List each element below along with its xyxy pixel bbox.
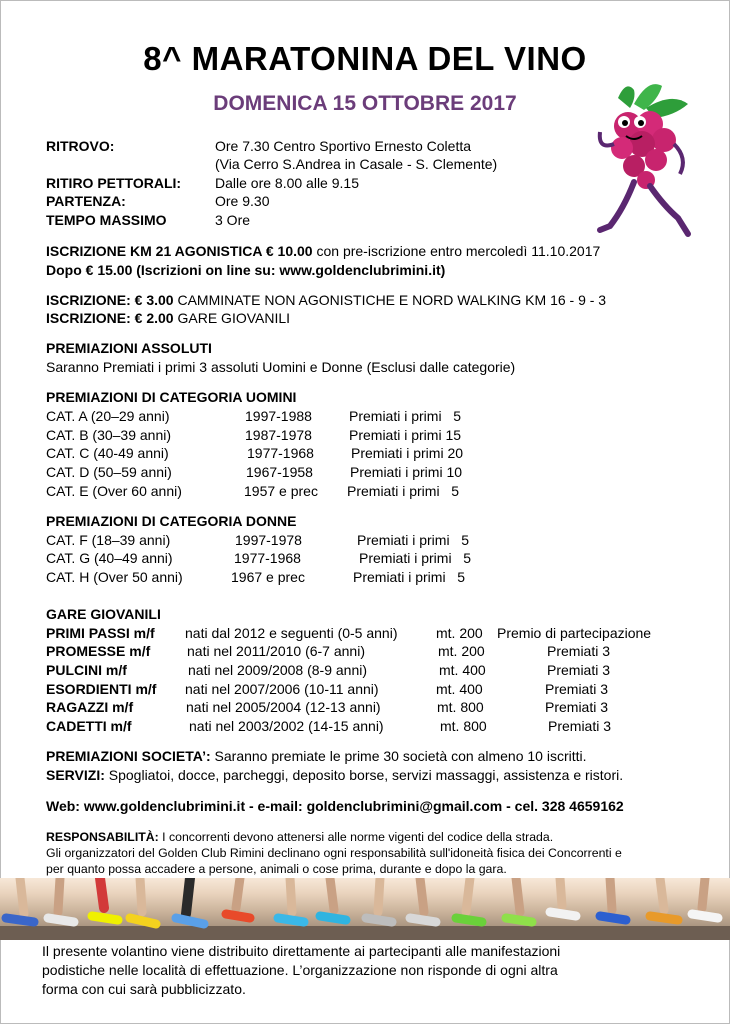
giovanili-born: nati dal 2012 e seguenti (0-5 anni) [185,625,398,641]
giovanili-prize: Premiati 3 [545,699,609,715]
info-value-ritrovo: Ore 7.30 Centro Sportivo Ernesto Coletta [215,138,472,154]
giovanili-dist: mt. 400 [436,681,483,697]
info-label-tempo: TEMPO MASSIMO [46,212,167,228]
giovanili-dist: mt. 200 [438,643,485,659]
uomini-years: 1977-1968 [247,445,314,461]
responsabilita-line2: Gli organizzatori del Golden Club Rimini declinano ogni responsabilità sull'idoneità fisica dei Concorrenti e [46,846,622,860]
donne-prize: Premiati i primi 5 [359,550,472,566]
donne-prize: Premiati i primi 5 [357,532,470,548]
donne-years: 1997-1978 [235,532,302,548]
uomini-prize: Premiati i primi 5 [349,408,462,424]
uomini-prize: Premiati i primi 10 [350,464,463,480]
giovanili-prize: Premiati 3 [548,718,612,734]
giovanili-prize: Premio di partecipazione [497,625,652,641]
responsabilita-line3: per quanto possa accadere a persone, animali o cose prima, durante e dopo la gara. [46,862,507,876]
uomini-heading: PREMIAZIONI DI CATEGORIA UOMINI [46,389,297,405]
donne-heading: PREMIAZIONI DI CATEGORIA DONNE [46,513,297,529]
contacts-line: Web: www.goldenclubrimini.it - e-mail: goldenclubrimini@gmail.com - cel. 328 4659162 [46,798,624,814]
giovanili-heading: GARE GIOVANILI [46,606,161,622]
giovanili-name: RAGAZZI m/f [46,699,134,715]
giovanili-born: nati nel 2009/2008 (8-9 anni) [188,662,368,678]
uomini-cat: CAT. B (30–39 anni) [46,427,172,443]
uomini-years: 1987-1978 [245,427,312,443]
giovanili-name: PRIMI PASSI m/f [46,625,155,641]
giovanili-name: PROMESSE m/f [46,643,151,659]
servizi: SERVIZI: Spogliatoi, docce, parcheggi, deposito borse, servizi massaggi, assistenza e ristori. [46,767,624,783]
giovanili-born: nati nel 2005/2004 (12-13 anni) [186,699,381,715]
event-date: DOMENICA 15 OTTOBRE 2017 [213,92,517,115]
info-label-ritrovo: RITROVO: [46,138,115,154]
donne-cat: CAT. H (Over 50 anni) [46,569,183,585]
info-value-tempo: 3 Ore [215,212,251,228]
donne-prize: Premiati i primi 5 [353,569,466,585]
info-label-partenza: PARTENZA: [46,193,126,209]
giovanili-born: nati nel 2003/2002 (14-15 anni) [189,718,384,734]
info-label-pettorali: RITIRO PETTORALI: [46,175,182,191]
giovanili-name: PULCINI m/f [46,662,127,678]
giovanili-born: nati nel 2011/2010 (6-7 anni) [187,643,365,659]
grape-runner-icon [588,78,698,243]
iscrizione-km21: ISCRIZIONE KM 21 AGONISTICA € 10.00 con pre-iscrizione entro mercoledì 11.10.2017 [46,243,601,259]
uomini-years: 1967-1958 [246,464,313,480]
info-value-address: (Via Cerro S.Andrea in Casale - S. Clemente) [215,156,498,172]
giovanili-dist: mt. 800 [437,699,484,715]
donne-years: 1977-1968 [234,550,301,566]
donne-cat: CAT. G (40–49 anni) [46,550,173,566]
uomini-prize: Premiati i primi 15 [349,427,462,443]
uomini-years: 1957 e prec [244,483,318,499]
uomini-prize: Premiati i primi 5 [347,483,460,499]
premiazioni-societa: PREMIAZIONI SOCIETA’: Saranno premiate le prime 30 società con almeno 10 iscritti. [46,748,587,764]
iscrizione-dopo: Dopo € 15.00 (Iscrizioni on line su: www.goldenclubrimini.it) [46,262,446,278]
event-title: 8^ MARATONINA DEL VINO [143,40,587,77]
uomini-prize: Premiati i primi 20 [351,445,464,461]
giovanili-born: nati nel 2007/2006 (10-11 anni) [185,681,379,697]
giovanili-name: ESORDIENTI m/f [46,681,157,697]
footer-line: podistiche nelle località di effettuazione. L’organizzazione non risponde di ogni altra [42,962,558,978]
assoluti-text: Saranno Premiati i primi 3 assoluti Uomini e Donne (Esclusi dalle categorie) [46,359,516,375]
iscrizione-giovanili: ISCRIZIONE: € 2.00 GARE GIOVANILI [46,310,291,326]
giovanili-dist: mt. 200 [436,625,483,641]
giovanili-dist: mt. 800 [440,718,487,734]
giovanili-prize: Premiati 3 [547,662,611,678]
info-value-partenza: Ore 9.30 [215,193,270,209]
assoluti-heading: PREMIAZIONI ASSOLUTI [46,340,212,356]
runners-feet-photo [0,878,730,940]
giovanili-prize: Premiati 3 [545,681,609,697]
uomini-years: 1997-1988 [245,408,312,424]
donne-cat: CAT. F (18–39 anni) [46,532,171,548]
giovanili-prize: Premiati 3 [547,643,611,659]
info-value-pettorali: Dalle ore 8.00 alle 9.15 [215,175,359,191]
giovanili-name: CADETTI m/f [46,718,132,734]
footer-disclaimer [42,942,560,999]
footer-line: forma con cui sarà pubblicizzato. [42,981,246,997]
uomini-cat: CAT. A (20–29 anni) [46,408,170,424]
giovanili-dist: mt. 400 [439,662,486,678]
uomini-cat: CAT. C (40-49 anni) [46,445,169,461]
footer-line: Il presente volantino viene distribuito direttamente ai partecipanti alle manifestazioni [42,943,561,959]
donne-years: 1967 e prec [231,569,305,585]
responsabilita-line1: RESPONSABILITÀ: I concorrenti devono attenersi alle norme vigenti del codice della strada. [46,830,554,844]
uomini-cat: CAT. D (50–59 anni) [46,464,172,480]
iscrizione-camminate: ISCRIZIONE: € 3.00 CAMMINATE NON AGONISTICHE E NORD WALKING KM 16 - 9 - 3 [46,292,607,308]
uomini-cat: CAT. E (Over 60 anni) [46,483,182,499]
